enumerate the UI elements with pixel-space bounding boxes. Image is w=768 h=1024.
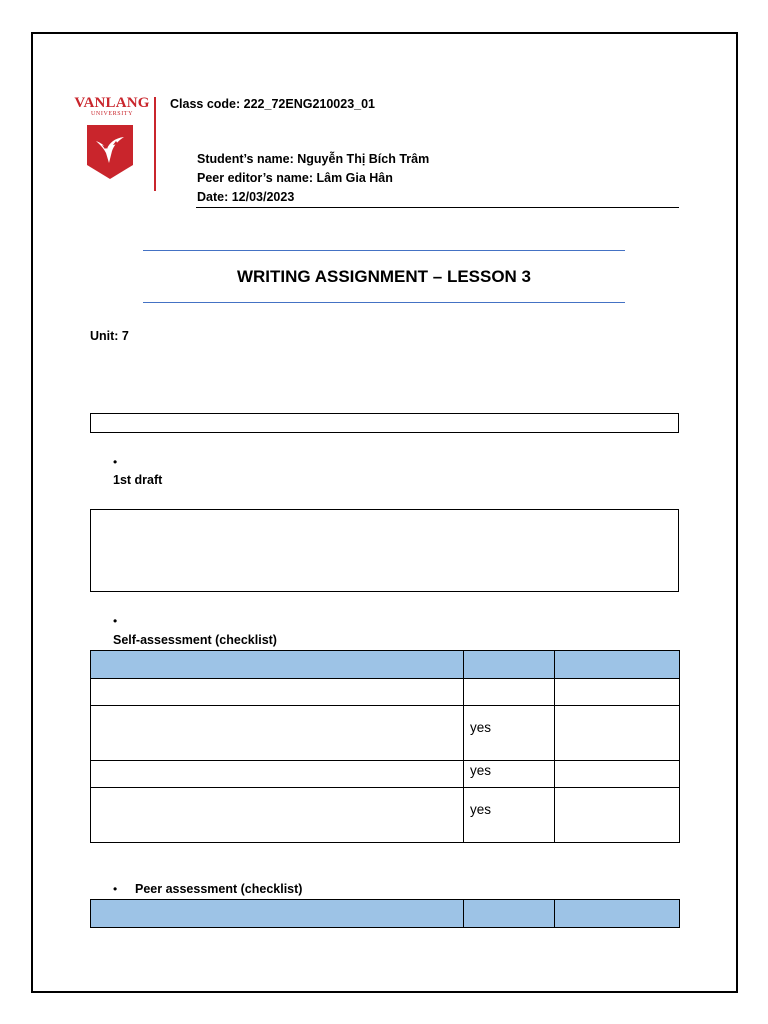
- header-rule: [196, 207, 679, 208]
- table-row: [91, 679, 680, 706]
- table-cell: yes: [464, 706, 555, 761]
- logo-divider: [154, 97, 156, 191]
- title-rule-bottom: [143, 302, 625, 303]
- logo-wordmark: VANLANG: [74, 95, 150, 111]
- shield-icon: [85, 123, 135, 181]
- table-cell: [555, 761, 680, 788]
- table-cell: [91, 679, 464, 706]
- table-row: [91, 788, 680, 843]
- self-assessment-heading: Self-assessment (checklist): [113, 633, 277, 647]
- first-draft-heading: 1st draft: [113, 473, 163, 487]
- table-header-row: [91, 651, 680, 679]
- table-cell: yes: [464, 761, 555, 788]
- peer-assessment-heading: Peer assessment (checklist): [135, 882, 303, 896]
- table-cell: [464, 651, 555, 679]
- table-row: [91, 761, 680, 788]
- table-cell: [91, 651, 464, 679]
- bullet-first-draft: •: [113, 455, 118, 469]
- peer-assessment-table: [90, 899, 680, 928]
- table-cell: [555, 900, 680, 928]
- unit-label: Unit: 7: [90, 329, 129, 343]
- table-cell: [555, 706, 680, 761]
- table-cell: [555, 651, 680, 679]
- table-cell: [464, 679, 555, 706]
- table-cell: [464, 900, 555, 928]
- table-cell: [91, 761, 464, 788]
- document-title: WRITING ASSIGNMENT – LESSON 3: [236, 267, 532, 286]
- student-name: Student’s name: Nguyễn Thị Bích Trâm: [197, 152, 430, 166]
- first-draft-box: [90, 509, 679, 592]
- assignment-date: Date: 12/03/2023: [197, 190, 295, 204]
- table-cell: [555, 788, 680, 843]
- topic-box: [90, 413, 679, 433]
- bullet-peer-assessment: •: [113, 882, 118, 896]
- self-assessment-table: [90, 650, 680, 843]
- bullet-self-assessment: •: [113, 614, 118, 628]
- title-rule-top: [143, 250, 625, 251]
- table-cell: [91, 900, 464, 928]
- class-code: Class code: 222_72ENG210023_01: [170, 97, 376, 111]
- table-cell: [91, 788, 464, 843]
- peer-editor-name: Peer editor’s name: Lâm Gia Hân: [197, 171, 393, 185]
- table-cell: yes: [464, 788, 555, 843]
- table-header-row: [91, 900, 680, 928]
- university-logo: [72, 95, 152, 190]
- table-row: [91, 706, 680, 761]
- logo-subtitle: UNIVERSITY: [91, 111, 133, 117]
- table-cell: [91, 706, 464, 761]
- table-cell: [555, 679, 680, 706]
